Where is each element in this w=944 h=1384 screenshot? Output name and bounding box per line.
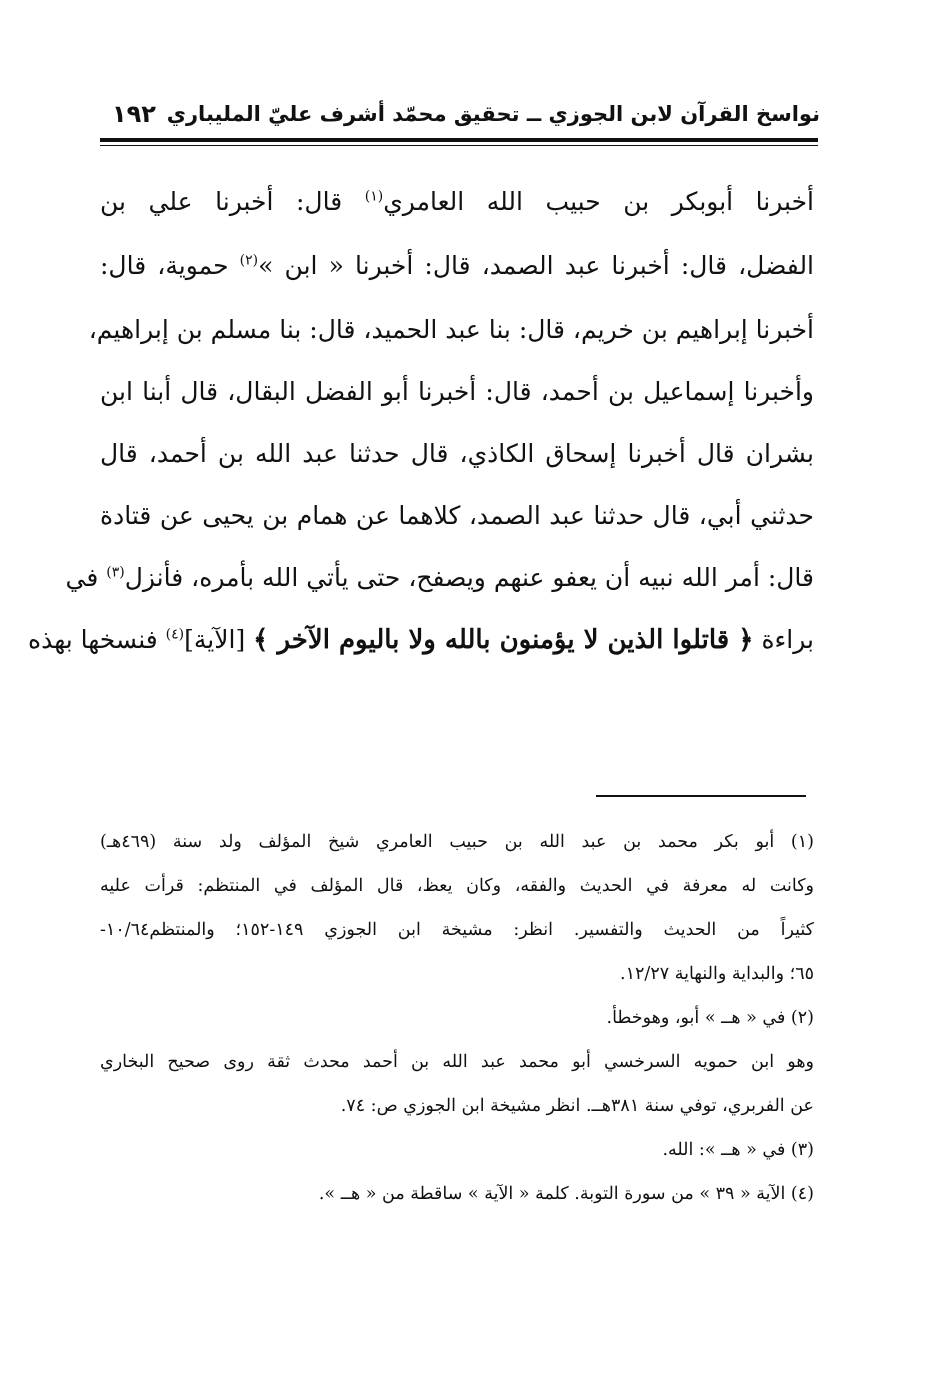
text-line: حدثني أبي، قال حدثنا عبد الصمد، كلاهما عن همام بن يحيى عن قتادة bbox=[100, 501, 814, 530]
running-header bbox=[100, 96, 820, 136]
footnote-line: (٣) في « هــ »: الله. bbox=[662, 1140, 814, 1160]
footnote-line: وهو ابن حمويه السرخسي أبو محمد عبد الله بن أحمد محدث ثقة روى صحيح البخاري bbox=[100, 1052, 814, 1072]
text-line: وأخبرنا إسماعيل بن أحمد، قال: أخبرنا أبو الفضل البقال، قال أبنا ابن bbox=[100, 377, 814, 406]
text-line: أخبرنا أبوبكر بن حبيب الله العامري$^{(١)}$ قال: أخبرنا علي بن bbox=[100, 187, 814, 216]
footnote-ref[interactable]: (٣) bbox=[106, 564, 125, 581]
footnote-line: وكانت له معرفة في الحديث والفقه، وكان يعظ، قال المؤلف في المنتظم: قرأت عليه bbox=[100, 876, 814, 896]
text-line: قال: أمر الله نبيه أن يعفو عنهم ويصفح، حتى يأتي الله بأمره، فأنزل$^{(٣)}$ في bbox=[65, 563, 814, 592]
footnote-ref[interactable]: (١) bbox=[364, 188, 384, 205]
quran-verse: ﴿ قاتلوا الذين لا يؤمنون بالله ولا باليوم الآخر ﴾ bbox=[253, 625, 754, 655]
footnote-line: (٢) في « هــ » أبو، وهوخطأ. bbox=[606, 1008, 814, 1028]
footnote-line: عن الفربري، توفي سنة ٣٨١هــ. انظر مشيخة ابن الجوزي ص: ٧٤. bbox=[340, 1096, 814, 1116]
header-rule-thick bbox=[100, 138, 818, 142]
text-line: أخبرنا إبراهيم بن خريم، قال: بنا عبد الحميد، قال: بنا مسلم بن إبراهيم، bbox=[88, 315, 814, 344]
text-line: براءة ﴿ قاتلوا الذين لا يؤمنون بالله ولا باليوم الآخر ﴾ [الآية]$^{(٤)}$ فنسخها بهذه bbox=[27, 625, 814, 655]
footnote-line: كثيراً من الحديث والتفسير. انظر: مشيخة ابن الجوزي ١٤٩-١٥٢؛ والمنتظم١٠/٦٤- bbox=[100, 920, 814, 940]
text-line: بشران قال أخبرنا إسحاق الكاذي، قال حدثنا عبد الله بن أحمد، قال bbox=[100, 439, 814, 468]
footnote-ref[interactable]: (٢) bbox=[239, 252, 259, 269]
footnote-separator bbox=[596, 795, 806, 797]
header-title: نواسخ القرآن لابن الجوزي ــ تحقيق محمّد أشرف عليّ المليباري bbox=[166, 102, 820, 126]
footnote-line: (١) أبو بكر محمد بن عبد الله بن حبيب العامري شيخ المؤلف ولد سنة (٤٦٩هـ) bbox=[100, 832, 814, 852]
header-rule-thin bbox=[100, 145, 818, 146]
footnote-line: (٤) الآية « ٣٩ » من سورة التوبة. كلمة « الآية » ساقطة من « هــ ». bbox=[318, 1184, 814, 1204]
page-number: ١٩٢ bbox=[112, 100, 156, 128]
text-line: الفضل، قال: أخبرنا عبد الصمد، قال: أخبرنا « ابن »$^{(٢)}$ حموية، قال: bbox=[100, 251, 815, 280]
footnote-line: ٦٥؛ والبداية والنهاية ١٢/٢٧. bbox=[620, 964, 814, 984]
footnote-ref[interactable]: (٤) bbox=[165, 626, 185, 643]
